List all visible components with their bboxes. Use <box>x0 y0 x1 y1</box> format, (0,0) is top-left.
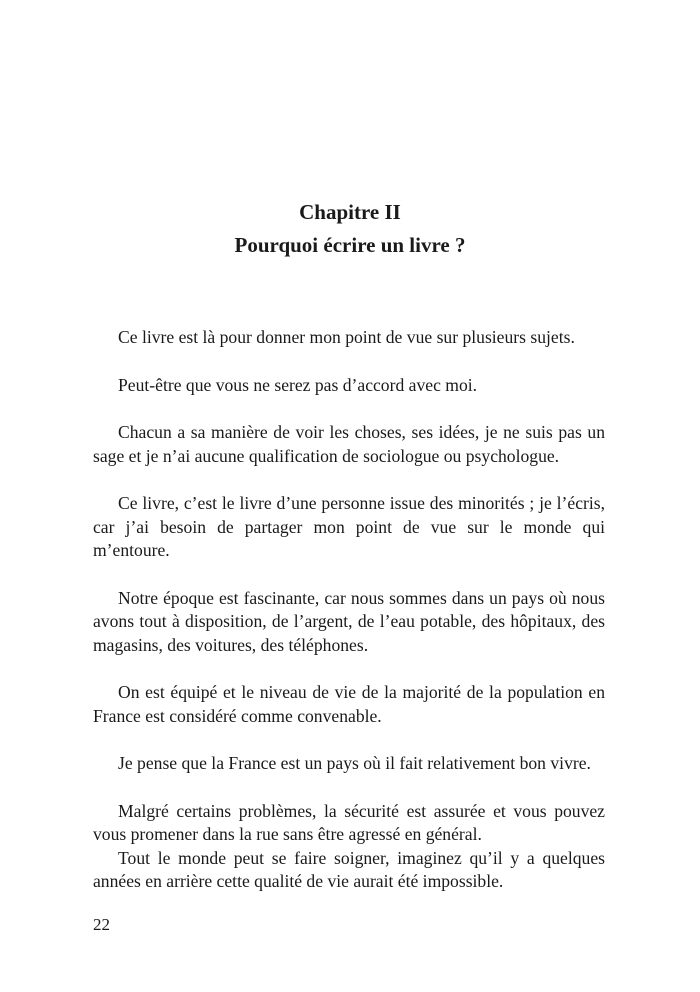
body-text <box>93 326 605 894</box>
paragraph: Je pense que la France est un pays où il fait relativement bon vivre. <box>118 753 591 773</box>
paragraph: Ce livre est là pour donner mon point de vue sur plusieurs sujets. <box>118 327 575 347</box>
chapter-title: Pourquoi écrire un livre ? <box>234 233 466 257</box>
chapter-heading <box>0 196 700 262</box>
paragraph: Ce livre, c’est le livre d’une personne issue des minorités ; je l’écris, car j’ai besoin de partager mon point de vue sur le monde qui m’entoure. <box>93 493 605 560</box>
chapter-number: Chapitre II <box>299 200 401 224</box>
paragraph: On est équipé et le niveau de vie de la majorité de la population en France est considéré comme convenable. <box>93 682 605 726</box>
paragraph: Malgré certains problèmes, la sécurité est assurée et vous pouvez vous promener dans la rue sans être agressé en général. <box>93 800 605 844</box>
paragraph: Tout le monde peut se faire soigner, imaginez qu’il y a quelques années en arrière cette qualité de vie aurait été impossible. <box>93 847 605 891</box>
paragraph: Peut-être que vous ne serez pas d’accord avec moi. <box>118 374 478 395</box>
paragraph: Chacun a sa manière de voir les choses, ses idées, je ne suis pas un sage et je n’ai aucune qualification de sociologue ou psychologue. <box>93 422 605 466</box>
page-number: 22 <box>93 915 110 934</box>
paragraph: Notre époque est fascinante, car nous sommes dans un pays où nous avons tout à disposition, de l’argent, de l’eau potable, des hôpitaux, des magasins, des voitures, des téléphones. <box>93 587 605 655</box>
